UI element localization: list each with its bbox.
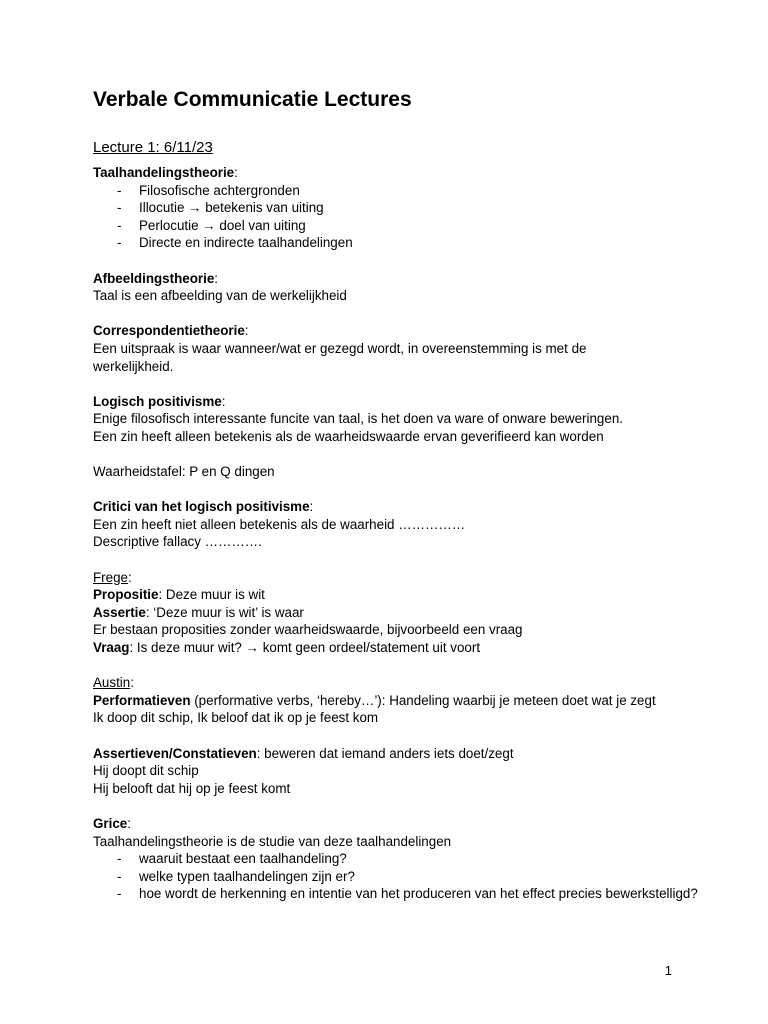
heading-colon: : [244, 323, 249, 339]
section-heading [93, 393, 708, 411]
term-propositie: Propositie [93, 587, 159, 603]
heading-colon: : [127, 569, 132, 585]
section-heading [93, 498, 708, 516]
term-afbeeldingstheorie: Afbeeldingstheorie [93, 270, 215, 286]
section-heading [93, 270, 708, 288]
definition-line [93, 745, 708, 763]
heading-colon: : [130, 675, 134, 691]
paragraph-line: Hij belooft dat hij op je feest komt [93, 780, 291, 796]
page-number: 1 [664, 963, 672, 978]
section-logisch-positivisme [93, 393, 708, 446]
definition-line [93, 604, 708, 622]
bullet-list [93, 182, 708, 252]
section-frege [93, 569, 708, 657]
section-waarheidstafel [93, 463, 708, 481]
term-logisch-positivisme: Logisch positivisme [93, 393, 222, 409]
section-heading [93, 164, 708, 182]
heading-austin: Austin [93, 675, 131, 691]
document-title: Verbale Communicatie Lectures [93, 88, 412, 111]
section-grice [93, 815, 708, 903]
paragraph-line: werkelijkheid. [93, 358, 174, 374]
list-item: - hoe wordt de herkenning en intentie van het produceren van het effect precies bewerkstelligd? [93, 885, 708, 903]
term-vraag: Vraag [93, 640, 130, 656]
section-critici [93, 498, 708, 551]
term-taalhandelingstheorie: Taalhandelingstheorie [93, 165, 235, 180]
heading-colon: : [309, 499, 314, 515]
section-heading [93, 815, 708, 833]
definition-line [93, 586, 708, 604]
list-item: - Filosofische achtergronden [93, 182, 708, 200]
definition-text: : beweren dat iemand anders iets doet/zegt [256, 745, 514, 761]
paragraph-line: Een zin heeft niet alleen betekenis als de waarheid …………… [93, 516, 466, 532]
term-correspondentietheorie: Correspondentietheorie [93, 323, 245, 339]
definition-text: : Is deze muur wit? → komt geen ordeel/statement uit voort [129, 640, 481, 656]
heading-colon: : [234, 165, 238, 180]
paragraph-line: Ik doop dit schip, Ik beloof dat ik op je feest kom [93, 710, 379, 726]
section-austin [93, 674, 708, 727]
definition-line [93, 639, 708, 657]
section-afbeeldingstheorie [93, 270, 708, 305]
lecture-heading: Lecture 1: 6/11/23 [93, 139, 213, 156]
definition-text: : Deze muur is wit [158, 587, 265, 603]
section-heading [93, 674, 708, 692]
term-critici: Critici van het logisch positivisme [93, 499, 310, 515]
bullet-list [93, 850, 708, 903]
paragraph-line: Taalhandelingstheorie is de studie van deze taalhandelingen [93, 833, 452, 849]
paragraph-line: Taal is een afbeelding van de werkelijkheid [93, 288, 347, 304]
section-heading [93, 569, 708, 587]
definition-line [93, 692, 708, 710]
section-taalhandelingstheorie [93, 164, 708, 252]
section-correspondentietheorie [93, 322, 708, 375]
list-item: - Perlocutie → doel van uiting [93, 217, 708, 235]
heading-colon: : [127, 815, 131, 831]
paragraph-line: Waarheidstafel: P en Q dingen [93, 464, 275, 480]
paragraph-line: Hij doopt dit schip [93, 763, 199, 779]
paragraph-line: Er bestaan proposities zonder waarheidswaarde, bijvoorbeeld een vraag [93, 622, 523, 638]
term-assertieven: Assertieven/Constatieven [93, 745, 257, 761]
heading-colon: : [214, 270, 219, 286]
section-heading [93, 322, 708, 340]
definition-text: (performative verbs, ‘hereby…’): Handeling waarbij je meteen doet wat je zegt [190, 692, 656, 708]
term-assertie: Assertie [93, 604, 146, 620]
term-performatieven: Performatieven [93, 692, 191, 708]
list-item: - welke typen taalhandelingen zijn er? [93, 868, 708, 886]
list-item: - waaruit bestaat een taalhandeling? [93, 850, 708, 868]
paragraph-line: Een zin heeft alleen betekenis als de waarheidswaarde ervan geverifieerd kan worden [93, 428, 604, 444]
heading-frege: Frege [93, 569, 128, 585]
list-item: - Illocutie → betekenis van uiting [93, 199, 708, 217]
list-item: - Directe en indirecte taalhandelingen [93, 234, 708, 252]
definition-text: : ‘Deze muur is wit’ is waar [145, 604, 304, 620]
paragraph-line: Enige filosofisch interessante funcite van taal, is het doen va ware of onware beweringen. [93, 411, 623, 427]
paragraph-line: Een uitspraak is waar wanneer/wat er gezegd wordt, in overeenstemming is met de [93, 340, 587, 356]
term-grice: Grice [93, 815, 128, 831]
heading-colon: : [221, 393, 226, 409]
section-assertieven [93, 745, 708, 798]
paragraph-line: Descriptive fallacy …………. [93, 534, 262, 550]
